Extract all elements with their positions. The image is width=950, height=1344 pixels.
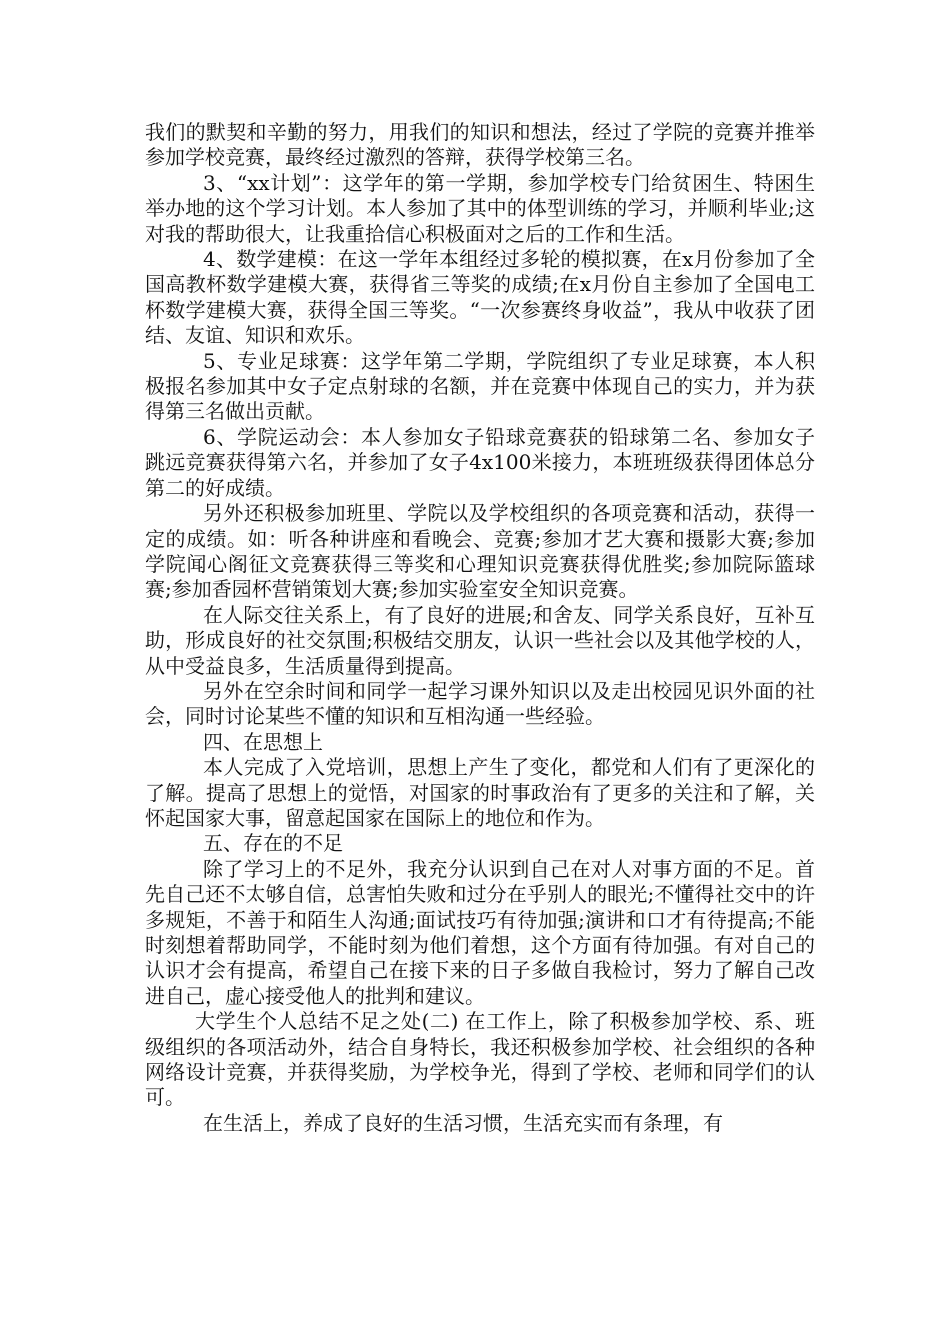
paragraph-spare-time: 另外在空余时间和同学一起学习课外知识以及走出校园见识外面的社会，同时讨论某些不懂的知识和互相沟通一些经验。	[145, 678, 815, 729]
paragraph-summary-two: 大学生个人总结不足之处(二) 在工作上，除了积极参加学校、系、班级组织的各项活动外，结合自身特长，我还积极参加学校、社会组织的各种网络设计竞赛，并获得奖励，为学校争光，得到了学校、老师和同学们的认可。	[145, 1009, 815, 1110]
section-heading-shortcomings: 五、存在的不足	[203, 831, 343, 856]
paragraph-thought: 本人完成了入党培训，思想上产生了变化，都党和人们有了更深化的了解。提高了思想上的觉悟，对国家的时事政治有了更多的关注和了解，关怀起国家大事，留意起国家在国际上的地位和作为。	[145, 755, 815, 830]
document-page	[145, 120, 815, 1136]
paragraph-relationships: 在人际交往关系上，有了良好的进展;和舍友、同学关系良好，互补互助，形成良好的社交氛围;积极结交朋友，认识一些社会以及其他学校的人，从中受益良多，生活质量得到提高。	[145, 602, 815, 678]
paragraph-continuation: 我们的默契和辛勤的努力，用我们的知识和想法，经过了学院的竞赛并推举参加学校竞赛，最终经过激烈的答辩，获得学校第三名。	[145, 120, 815, 170]
section-heading-thought: 四、在思想上	[203, 729, 323, 754]
paragraph-life: 在生活上，养成了良好的生活习惯，生活充实而有条理，有	[203, 1110, 723, 1135]
paragraph-item-3: 3、“xx计划”：这学年的第一学期，参加学校专门给贫困生、特困生举办地的这个学习计划。本人参加了其中的体型训练的学习，并顺利毕业;这对我的帮助很大，让我重拾信心积极面对之后的工作和生活。	[145, 170, 815, 246]
paragraph-item-5: 5、专业足球赛：这学年第二学期，学院组织了专业足球赛，本人积极报名参加其中女子定点射球的名额，并在竞赛中体现自己的实力，并为获得第三名做出贡献。	[145, 348, 815, 424]
paragraph-item-4: 4、数学建模：在这一学年本组经过多轮的模拟赛，在x月份参加了全国高教杯数学建模大赛，获得省三等奖的成绩;在x月份自主参加了全国电工杯数学建模大赛，获得全国三等奖。“一次参赛终身收益”，我从中收获了团结、友谊、知识和欢乐。	[145, 247, 815, 348]
paragraph-other-activities: 另外还积极参加班里、学院以及学校组织的各项竞赛和活动，获得一定的成绩。如：听各种讲座和看晚会、竞赛;参加才艺大赛和摄影大赛;参加学院闻心阁征文竞赛获得三等奖和心理知识竞赛获得优胜奖;参加院际篮球赛;参加香园杯营销策划大赛;参加实验室安全知识竞赛。	[145, 501, 815, 602]
paragraph-item-6: 6、学院运动会：本人参加女子铅球竞赛获的铅球第二名、参加女子跳远竞赛获得第六名，并参加了女子4x100米接力，本班班级获得团体总分第二的好成绩。	[145, 424, 815, 500]
paragraph-shortcomings: 除了学习上的不足外，我充分认识到自己在对人对事方面的不足。首先自己还不太够自信，总害怕失败和过分在乎别人的眼光;不懂得社交中的许多规矩，不善于和陌生人沟通;面试技巧有待加强;演讲和口才有待提高;不能时刻想着帮助同学，不能时刻为他们着想，这个方面有待加强。有对自己的认识才会有提高，希望自己在接下来的日子多做自我检讨，努力了解自己改进自己，虚心接受他人的批判和建议。	[145, 856, 815, 1008]
